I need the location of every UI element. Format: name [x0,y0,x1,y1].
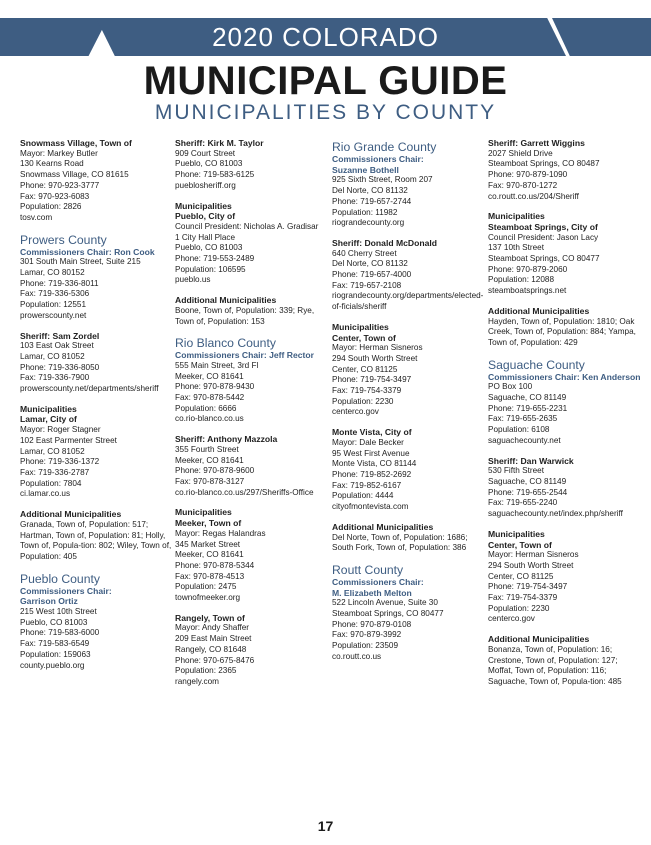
directory-entry [332,322,484,418]
page-number: 17 [317,818,334,834]
entry-line: Mayor: Regas Halandras [175,528,266,538]
entry-heading: Sheriff: Garrett Wiggins [488,138,585,148]
entry-line: Phone: 719-754-3497 [488,582,568,592]
entry-line: Meeker, CO 81641 [175,455,244,465]
entry-line: 345 Market Street [175,539,241,549]
entry-line: Population: 23509 [332,641,399,651]
entry-line: Population: 11982 [332,207,398,217]
commissioners-chair [488,372,640,383]
year-heading: 2020 COLORADO [212,22,439,52]
commissioners-chair [332,154,484,175]
entry-line: Council President: Nicholas A. Gradisar [175,221,319,231]
entry-line: centerco.gov [332,407,379,417]
entry-line: Phone: 719-655-2231 [488,403,568,413]
entry-line: Pueblo, CO 81003 [20,617,88,627]
entry-line: Boone, Town of, Population: 339; Rye, Town of, Population: 153 [175,305,315,326]
entry-line: Phone: 719-655-2544 [488,487,568,497]
column-4 [488,138,640,697]
entry-line: 215 West 10th Street [20,607,97,617]
entry-line: 522 Lincoln Avenue, Suite 30 [332,598,438,608]
chair-line: M. Elizabeth Melton [332,587,412,598]
entry-line: prowerscounty.net/departments/sheriff [20,384,159,394]
entry-heading: Municipalities [488,211,545,222]
entry-line: Phone: 970-878-9430 [175,382,255,392]
entry-line: Population: 6666 [175,403,237,413]
entry-heading: Municipalities [175,507,232,518]
entry-line: Saguache, CO 81149 [488,393,567,403]
entry-heading: Additional Municipalities [488,634,590,645]
entry-line: 925 Sixth Street, Room 207 [332,175,433,185]
entry-line: Phone: 719-336-8050 [20,362,100,372]
entry-line: Phone: 970-675-8476 [175,655,255,665]
entry-line: Phone: 970-879-1090 [488,170,568,180]
entry-line: 1 City Hall Place [175,232,236,242]
entry-line: Fax: 970-879-3992 [332,630,402,640]
directory-entry [175,507,327,603]
commissioners-chair [175,350,327,361]
entry-line: Phone: 719-336-1372 [20,457,100,467]
directory-entry [332,238,484,313]
entry-subheading: Lamar, City of [20,414,77,425]
chair-line: Commissioners Chair: [20,585,112,596]
entry-line: co.routt.co.us [332,651,382,661]
commissioners-chair [332,577,484,598]
entry-subheading: Pueblo, City of [175,211,236,222]
entry-line: Phone: 970-879-0108 [332,619,412,629]
entry-heading: Municipalities [20,403,77,414]
directory-entry [332,598,484,662]
entry-line: tosv.com [20,212,53,222]
entry-line: Fax: 719-754-3379 [332,386,402,396]
directory-entry [332,522,484,554]
entry-line: Phone: 970-879-2060 [488,264,568,274]
entry-line: Fax: 970-878-4513 [175,571,245,581]
entry-line: Fax: 719-336-2787 [20,467,90,477]
directory-entry [175,138,327,192]
entry-line: 530 Fifth Street [488,466,544,476]
directory-entry [488,382,640,446]
entry-line: Population: 2230 [488,603,550,613]
entry-heading: Sheriff: Donald McDonald [332,237,438,248]
entry-line: Del Norte, Town of, Population: 1686; South Fork, Town of, Population: 386 [332,532,468,553]
entry-subheading: Meeker, Town of [175,518,242,529]
entry-line: Mayor: Andy Shaffer [175,623,250,633]
entry-line: Population: 2826 [20,202,82,212]
column-3 [332,138,484,672]
entry-line: 103 East Oak Street [20,341,94,351]
entry-line: cityofmontevista.com [332,502,409,512]
entry-line: Population: 6108 [488,425,550,435]
entry-line: centerco.gov [488,614,535,624]
entry-line: co.rio-blanco.co.us/297/Sheriffs-Office [175,487,314,497]
county-name: Prowers County [20,232,107,247]
entry-subheading: Center, Town of [332,332,396,343]
page-title: MUNICIPAL GUIDE [143,59,508,103]
entry-line: PO Box 100 [488,382,533,392]
entry-line: Mayor: Herman Sisneros [488,550,579,560]
entry-line: 301 South Main Street, Suite 215 [20,257,141,267]
directory-entry [20,509,172,563]
entry-heading: Snowmass Village, Town of [20,138,132,148]
county-name: Rio Grande County [332,140,437,154]
directory-entry [488,306,640,349]
entry-line: 102 East Parmenter Street [20,435,117,445]
entry-heading: Municipalities [488,528,545,539]
entry-line: Meeker, CO 81641 [175,371,244,381]
entry-line: Phone: 719-657-4000 [332,270,412,280]
chair-line: Commissioners Chair: Jeff Rector [175,350,314,361]
entry-line: Lamar, CO 81052 [20,446,85,456]
directory-entry [488,634,640,688]
entry-line: 294 South Worth Street [488,560,574,570]
entry-line: 95 West First Avenue [332,448,410,458]
entry-heading: Sheriff: Anthony Mazzola [175,434,278,445]
entry-line: Steamboat Springs, CO 80477 [488,254,600,264]
directory-entry [20,138,172,224]
directory-entry [488,529,640,625]
entry-line: 355 Fourth Street [175,444,239,454]
entry-heading: Monte Vista, City of [332,427,412,438]
entry-line: 137 10th Street [488,243,544,253]
chair-line: Commissioners Chair: [332,576,424,587]
directory-entry [20,331,172,395]
entry-line: riograndecounty.org/departments/elected-of-ficials/sheriff [332,291,484,312]
entry-heading: Sheriff: Dan Warwick [488,455,574,466]
entry-line: townofmeeker.org [175,593,241,603]
entry-line: co.rio-blanco.co.us [175,414,244,424]
entry-heading: Additional Municipalities [488,305,590,316]
entry-line: Phone: 719-754-3497 [332,375,412,385]
commissioners-chair [20,247,172,258]
entry-line: steamboatsprings.net [488,286,567,296]
entry-line: Center, CO 81125 [332,364,398,374]
entry-line: 209 East Main Street [175,634,252,644]
entry-line: Steamboat Springs, CO 80487 [488,159,600,169]
entry-line: Population: 106595 [175,264,246,274]
entry-line: 2027 Shield Drive [488,148,553,158]
county-name: Rio Blanco County [175,336,276,351]
entry-line: Fax: 970-878-3127 [175,476,245,486]
entry-line: Phone: 970-878-9600 [175,466,255,476]
entry-line: Population: 2230 [332,396,394,406]
directory-entry [175,434,327,498]
entry-line: rangely.com [175,676,219,686]
entry-line: saguachecounty.net [488,435,561,445]
entry-line: Pueblo, CO 81003 [175,243,243,253]
entry-line: Fax: 719-655-2240 [488,498,558,508]
county-name: Saguache County [488,357,585,372]
entry-heading: Municipalities [332,321,389,332]
entry-line: Fax: 719-655-2635 [488,414,558,424]
directory-entry [332,175,484,229]
entry-line: Fax: 970-870-1272 [488,180,558,190]
entry-line: Population: 7804 [20,478,82,488]
directory-entry [20,607,172,671]
entry-line: Center, CO 81125 [488,571,554,581]
entry-line: Phone: 719-583-6125 [175,170,255,180]
entry-heading: Additional Municipalities [20,509,122,520]
directory-entry [488,456,640,520]
entry-heading: Rangely, Town of [175,612,245,623]
entry-line: Monte Vista, CO 81144 [332,459,417,469]
entry-line: Phone: 719-336-8011 [20,278,99,288]
entry-line: Population: 2365 [175,666,237,676]
entry-line: Phone: 970-923-3777 [20,180,100,190]
entry-line: Council President: Jason Lacy [488,232,599,242]
entry-line: 909 Court Street [175,148,236,158]
entry-line: Population: 4444 [332,491,394,501]
county-name: Pueblo County [20,571,100,586]
entry-line: Lamar, CO 80152 [20,268,85,278]
entry-line: Fax: 719-583-6549 [20,639,90,649]
directory-entry [20,257,172,321]
entry-line: Phone: 719-657-2744 [332,196,412,206]
entry-line: Fax: 719-336-5306 [20,289,90,299]
chair-line: Commissioners Chair: Ron Cook [20,246,155,257]
entry-line: Mayor: Roger Stagner [20,425,101,435]
entry-line: Fax: 970-878-5442 [175,393,245,403]
directory-entry [175,613,327,688]
entry-heading: Additional Municipalities [332,521,434,532]
entry-line: Pueblo, CO 81003 [175,159,243,169]
entry-line: Population: 2475 [175,582,237,592]
chair-line: Commissioners Chair: Ken Anderson [488,371,641,382]
entry-line: Population: 159063 [20,649,91,659]
county-name: Routt County [332,562,404,577]
entry-line: county.pueblo.org [20,660,85,670]
entry-line: co.routt.co.us/204/Sheriff [488,191,579,201]
entry-line: Phone: 719-852-2692 [332,469,412,479]
entry-line: Steamboat Springs, CO 80477 [332,609,444,619]
directory-entry [332,427,484,513]
entry-line: Fax: 719-336-7900 [20,373,90,383]
entry-line: pueblosheriff.org [175,180,236,190]
entry-line: Population: 12551 [20,300,87,310]
entry-line: pueblo.us [175,275,211,285]
entry-heading: Sheriff: Sam Zordel [20,330,100,341]
entry-line: Fax: 970-923-6083 [20,191,90,201]
directory-entry [175,361,327,425]
entry-line: Mayor: Markey Butler [20,148,98,158]
entry-line: ci.lamar.co.us [20,489,71,499]
entry-line: 294 South Worth Street [332,353,418,363]
entry-line: Rangely, CO 81648 [175,644,247,654]
entry-line: Snowmass Village, CO 81615 [20,170,129,180]
chair-line: Suzanne Bothell [332,164,399,175]
entry-line: saguachecounty.net/index.php/sheriff [488,509,623,519]
entry-line: Mayor: Herman Sisneros [332,343,423,353]
directory-entry [488,211,640,297]
entry-line: Fax: 719-657-2108 [332,280,402,290]
entry-line: Del Norte, CO 81132 [332,186,408,196]
column-1 [20,138,172,680]
entry-line: Phone: 970-878-5344 [175,560,255,570]
entry-line: Meeker, CO 81641 [175,550,244,560]
entry-line: 555 Main Street, 3rd Fl [175,360,259,370]
chair-line: Commissioners Chair: [332,154,424,164]
entry-line: Granada, Town of, Population: 517; Hartman, Town of, Population: 81; Holly, Town of, Popula-tion: 802; Wiley, Town of, Population: 405 [20,519,172,561]
entry-line: 640 Cherry Street [332,248,397,258]
page-subtitle: MUNICIPALITIES BY COUNTY [154,101,497,124]
entry-line: Hayden, Town of, Population: 1810; Oak Creek, Town of, Population: 884; Yampa, Town of, Population: 429 [488,316,636,347]
entry-line: Bonanza, Town of, Population: 16; Crestone, Town of, Population: 127; Moffat, Town of, Population: 116; Saguache, Town of, Popula-tion: 485 [488,644,622,686]
column-2 [175,138,327,697]
entry-subheading: Steamboat Springs, City of [488,221,598,232]
entry-subheading: Center, Town of [488,539,552,550]
entry-line: riograndecounty.org [332,218,405,228]
directory-entry [20,404,172,500]
entry-line: Lamar, CO 81052 [20,351,85,361]
entry-line: Mayor: Dale Becker [332,437,404,447]
entry-line: Fax: 719-754-3379 [488,593,558,603]
entry-heading: Additional Municipalities [175,295,277,306]
entry-line: Del Norte, CO 81132 [332,259,408,269]
entry-line: Population: 12088 [488,275,555,285]
entry-line: Phone: 719-553-2489 [175,254,255,264]
directory-entry [175,295,327,327]
entry-heading: Municipalities [175,200,232,211]
entry-line: Fax: 719-852-6167 [332,480,402,490]
chair-line: Garrison Ortiz [20,596,78,607]
entry-line: Phone: 719-583-6000 [20,628,100,638]
directory-entry [175,201,327,287]
entry-line: prowerscounty.net [20,310,87,320]
entry-heading: Sheriff: Kirk M. Taylor [175,138,264,148]
commissioners-chair [20,586,172,607]
entry-line: 130 Kearns Road [20,159,84,169]
entry-line: Saguache, CO 81149 [488,476,567,486]
directory-entry [488,138,640,202]
